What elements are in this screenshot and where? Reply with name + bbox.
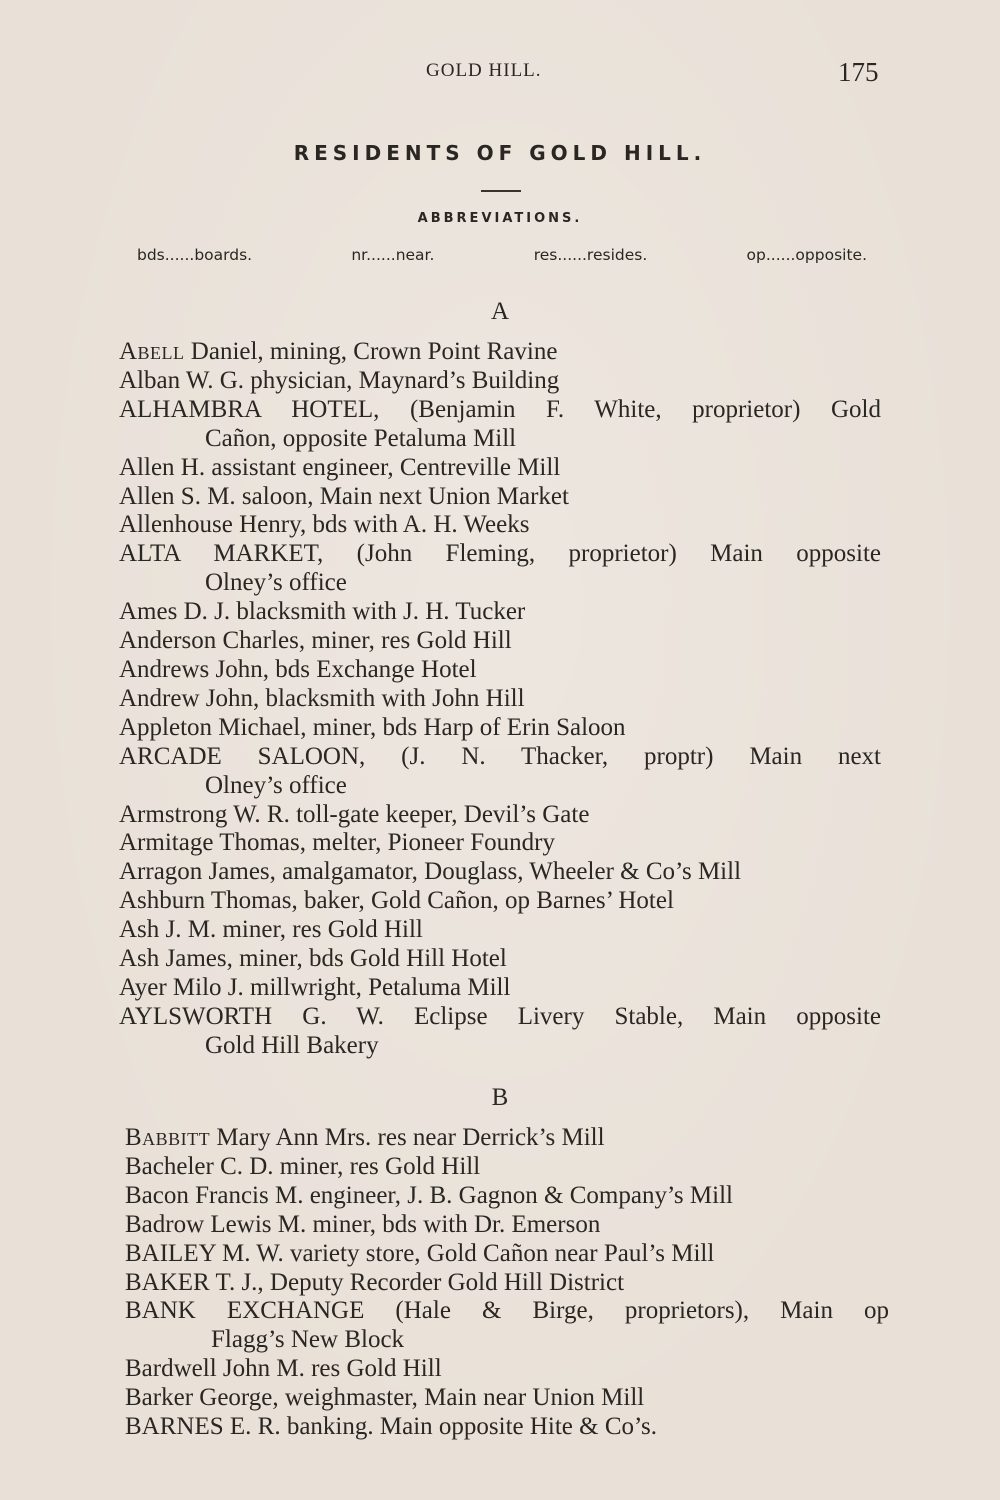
entry-text xyxy=(125,1297,889,1326)
directory-entry xyxy=(125,1211,889,1240)
directory-entry xyxy=(125,1124,889,1153)
entry-details: Allen H. assistant engineer, Centreville Mill xyxy=(119,453,561,481)
entry-text xyxy=(119,367,881,396)
entries-b xyxy=(0,1124,1000,1442)
entry-text xyxy=(119,801,881,830)
section-title: RESIDENTS OF GOLD HILL. xyxy=(293,141,707,165)
entry-text xyxy=(119,829,881,858)
directory-entry xyxy=(119,685,881,714)
entry-text xyxy=(119,598,881,627)
abbreviation-item: op......opposite. xyxy=(746,246,867,264)
entry-details: Alban W. G. physician, Maynard’s Building xyxy=(119,366,560,394)
directory-entry xyxy=(125,1355,889,1384)
directory-entry xyxy=(119,714,881,743)
page-number: 175 xyxy=(838,57,879,87)
directory-entry xyxy=(119,974,881,1003)
abbreviation-item: bds......boards. xyxy=(137,246,253,264)
entry-surname: Babbitt xyxy=(125,1124,211,1151)
directory-entry xyxy=(119,1003,881,1061)
entry-details: Bacheler C. D. miner, res Gold Hill xyxy=(125,1152,481,1180)
entry-text xyxy=(119,685,881,714)
directory-entry xyxy=(119,367,881,396)
directory-entry xyxy=(119,801,881,830)
directory-entry xyxy=(119,887,881,916)
entry-text xyxy=(125,1384,889,1413)
entry-text xyxy=(125,1211,889,1240)
entry-details: Allen S. M. saloon, Main next Union Market xyxy=(119,482,569,510)
entry-details: Appleton Michael, miner, bds Harp of Erin Saloon xyxy=(119,713,626,741)
entry-details: ARCADE SALOON, (J. N. Thacker, proptr) Main next xyxy=(119,742,881,770)
entry-continuation: Cañon, opposite Petaluma Mill xyxy=(205,424,517,452)
entry-text xyxy=(119,743,881,772)
directory-entry xyxy=(119,483,881,512)
entry-details: ALTA MARKET, (John Fleming, proprietor) Main opposite xyxy=(119,540,881,568)
entry-text xyxy=(119,454,881,483)
entry-text xyxy=(125,1355,889,1384)
entry-details: Bardwell John M. res Gold Hill xyxy=(125,1355,442,1383)
entry-text xyxy=(119,858,881,887)
entry-continuation: Olney’s office xyxy=(205,569,347,597)
directory-entry xyxy=(125,1297,889,1355)
letter-heading-b: B xyxy=(491,1084,509,1111)
directory-entry xyxy=(125,1240,889,1269)
title-rule xyxy=(481,190,521,192)
entry-continuation: Flagg’s New Block xyxy=(211,1326,405,1354)
directory-entry xyxy=(119,656,881,685)
entry-details: Ash James, miner, bds Gold Hill Hotel xyxy=(119,945,507,973)
entry-details: Anderson Charles, miner, res Gold Hill xyxy=(119,627,512,655)
entry-text xyxy=(125,1413,889,1442)
directory-entry xyxy=(119,829,881,858)
entry-text xyxy=(119,511,881,540)
entry-details: Armitage Thomas, melter, Pioneer Foundry xyxy=(119,829,555,857)
entry-text xyxy=(125,1153,889,1182)
entry-details: Ashburn Thomas, baker, Gold Cañon, op Barnes’ Hotel xyxy=(119,887,674,915)
entry-details: BARNES E. R. banking. Main opposite Hite & Co’s. xyxy=(125,1413,657,1441)
directory-entry xyxy=(119,627,881,656)
entry-text xyxy=(119,483,881,512)
abbreviations-title: ABBREVIATIONS. xyxy=(417,211,583,226)
entry-details: Andrews John, bds Exchange Hotel xyxy=(119,655,477,683)
entry-text xyxy=(119,396,881,425)
entry-details: Armstrong W. R. toll-gate keeper, Devil’s Gate xyxy=(119,800,590,828)
entry-text xyxy=(119,656,881,685)
entry-text xyxy=(119,1003,881,1032)
entry-details: Arragon James, amalgamator, Douglass, Wheeler & Co’s Mill xyxy=(119,858,742,886)
entry-surname: Abell xyxy=(119,338,185,365)
abbreviation-item: res......resides. xyxy=(533,246,648,264)
entry-details: Ayer Milo J. millwright, Petaluma Mill xyxy=(119,973,511,1001)
entry-text xyxy=(125,1182,889,1211)
directory-entry xyxy=(125,1384,889,1413)
running-title: GOLD HILL. xyxy=(426,60,542,81)
entry-details: Daniel, mining, Crown Point Ravine xyxy=(184,338,558,365)
entry-details: Badrow Lewis M. miner, bds with Dr. Emerson xyxy=(125,1210,601,1238)
directory-entry xyxy=(119,454,881,483)
entry-text xyxy=(119,945,881,974)
directory-entry xyxy=(119,743,881,801)
entry-text xyxy=(119,338,881,367)
directory-entry xyxy=(125,1153,889,1182)
directory-entry xyxy=(119,511,881,540)
entries-a xyxy=(0,338,1000,1061)
directory-entry xyxy=(119,338,881,367)
entry-text xyxy=(119,974,881,1003)
entry-text xyxy=(119,627,881,656)
entry-details: BAKER T. J., Deputy Recorder Gold Hill District xyxy=(125,1268,625,1296)
directory-entry xyxy=(119,916,881,945)
directory-entry xyxy=(125,1182,889,1211)
directory-entry xyxy=(119,598,881,627)
entry-details: Andrew John, blacksmith with John Hill xyxy=(119,684,525,712)
entry-text xyxy=(119,887,881,916)
entry-text xyxy=(119,714,881,743)
entry-details: BANK EXCHANGE (Hale & Birge, proprietors), Main op xyxy=(125,1297,889,1325)
entry-text xyxy=(125,1240,889,1269)
entry-text xyxy=(119,916,881,945)
directory-entry xyxy=(119,540,881,598)
directory-entry xyxy=(119,945,881,974)
entry-text xyxy=(119,540,881,569)
entry-details: BAILEY M. W. variety store, Gold Cañon near Paul’s Mill xyxy=(125,1239,715,1267)
running-head xyxy=(0,57,1000,87)
entry-details: AYLSWORTH G. W. Eclipse Livery Stable, Main opposite xyxy=(119,1002,881,1030)
directory-entry xyxy=(125,1413,889,1442)
abbreviation-item: nr......near. xyxy=(351,246,435,264)
entry-details: Barker George, weighmaster, Main near Union Mill xyxy=(125,1384,645,1412)
abbreviations-list xyxy=(137,246,867,268)
entry-details: ALHAMBRA HOTEL, (Benjamin F. White, proprietor) Gold xyxy=(119,395,881,423)
entry-text xyxy=(125,1124,889,1153)
entry-details: Bacon Francis M. engineer, J. B. Gagnon & Company’s Mill xyxy=(125,1181,733,1209)
entry-details: Ames D. J. blacksmith with J. H. Tucker xyxy=(119,598,526,626)
directory-entry xyxy=(119,396,881,454)
entry-continuation: Olney’s office xyxy=(205,771,347,799)
entry-details: Mary Ann Mrs. res near Derrick’s Mill xyxy=(210,1124,605,1151)
letter-heading-a: A xyxy=(490,298,510,325)
entry-details: Ash J. M. miner, res Gold Hill xyxy=(119,916,423,944)
directory-entry xyxy=(119,858,881,887)
directory-entry xyxy=(125,1269,889,1298)
entry-text xyxy=(125,1269,889,1298)
entry-continuation: Gold Hill Bakery xyxy=(205,1031,379,1059)
entry-details: Allenhouse Henry, bds with A. H. Weeks xyxy=(119,511,530,539)
